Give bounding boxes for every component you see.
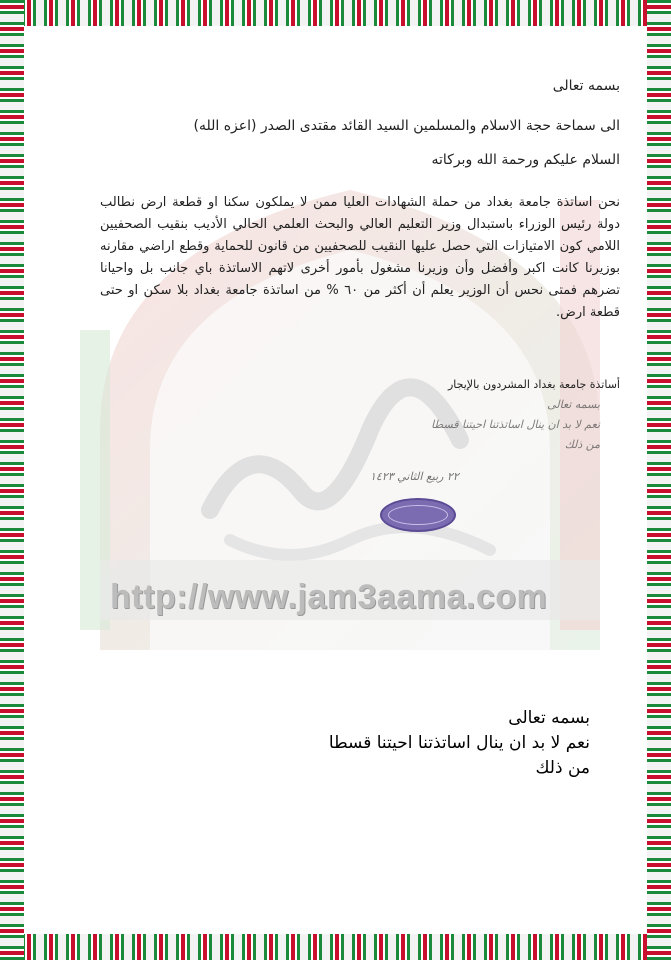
handwritten-note bbox=[330, 395, 600, 475]
letter-body: نحن اساتذة جامعة بغداد من حملة الشهادات العليا ممن لا يملكون سكنا او قطعة ارض نطالب دولة رئيس الوزراء باستبدال وزير التعليم العالي والبحث العلمي الحالي الأديب بنقيب الصحفيين اللامي كون الامتيازات التي حصل عليها النقيب للصحفيين من قانون للحماية وقطع اراضي مقارنه بوزيرنا كانت اكبر وأفضل وأن وزيرنا مشغول بأمور أخرى لاتهم الاساتذة باي جانب بل واحيانا تضرهم فمتى نحس أن الوزير يعلم أن أكثر من ٦٠ % من اساتذة جامعة بغداد بلا سكن او حتى قطعة ارض. bbox=[100, 195, 620, 320]
decorative-border-top bbox=[0, 0, 671, 26]
decorative-border-bottom bbox=[0, 934, 671, 960]
decorative-border-left bbox=[0, 0, 24, 960]
letter-addressee: الى سماحة حجة الاسلام والمسلمين السيد القائد مقتدى الصدر (اعزه الله) bbox=[193, 118, 620, 134]
official-stamp bbox=[380, 498, 456, 532]
reply-text bbox=[300, 706, 590, 781]
handwritten-line: نعم لا بد ان ينال اساتذتنا احيتنا قسطا bbox=[431, 418, 600, 431]
reply-line: بسمه تعالى bbox=[508, 708, 590, 728]
letter-greeting: بسمه تعالى bbox=[552, 78, 620, 94]
handwritten-line: بسمه تعالى bbox=[547, 398, 600, 411]
letter-signature: أساتذة جامعة بغداد المشردون بالإيجار bbox=[447, 378, 620, 391]
handwritten-date: ٢٢ ربيع الثاني ١٤٢٣ bbox=[370, 470, 459, 483]
decorative-border-right bbox=[647, 0, 671, 960]
reply-line: نعم لا بد ان ينال اساتذتنا احيتنا قسطا bbox=[328, 733, 590, 753]
letter-salutation: السلام عليكم ورحمة الله وبركاته bbox=[431, 152, 620, 168]
watermark-url: http://www.jam3aama.com bbox=[110, 578, 548, 616]
handwritten-line: من ذلك bbox=[564, 438, 600, 451]
reply-line: من ذلك bbox=[535, 758, 590, 778]
